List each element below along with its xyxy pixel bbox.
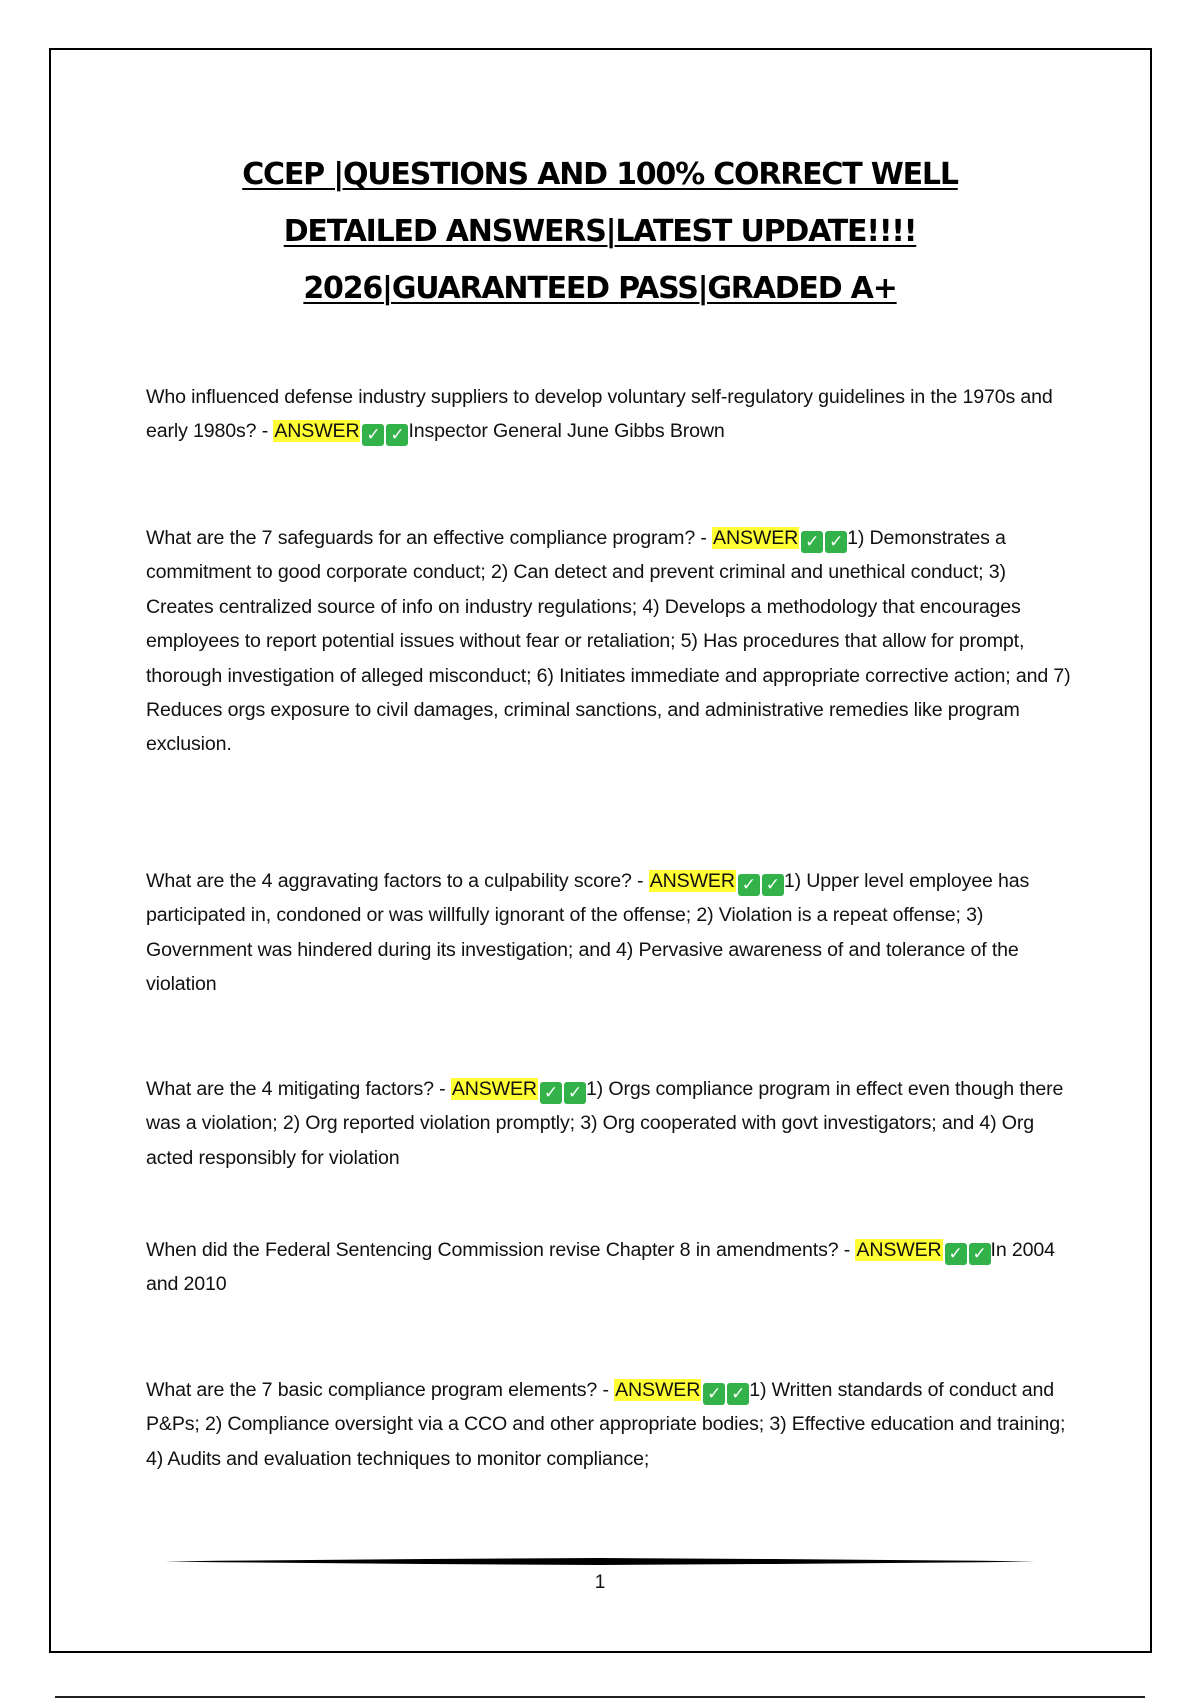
answer-label: ANSWER: [451, 1078, 537, 1100]
answer-label: ANSWER: [713, 527, 799, 549]
check-icon: ✓: [825, 531, 847, 553]
check-icon: ✓: [540, 1082, 562, 1104]
check-icon: ✓: [386, 424, 408, 446]
check-icon: ✓: [727, 1383, 749, 1405]
question-text: What are the 4 mitigating factors? -: [146, 1078, 451, 1100]
question-text: What are the 7 safeguards for an effective compliance program? -: [146, 527, 713, 549]
document-title: [120, 146, 1080, 317]
question-text: Who influenced defense industry suppliers to develop voluntary self-regulatory guidelines in the 1970s and early 1980s? -: [146, 386, 1053, 443]
answer-text: 1) Upper level employee has participated in, condoned or was willfully ignorant of the offense; 2) Violation is a repeat offense; 3) Government was hindered during its investigation; and 4) Pervasive awareness of and tolerance of the violation: [146, 870, 1030, 996]
qa-item-2: [146, 521, 1071, 762]
title-line-2: DETAILED ANSWERS|LATEST UPDATE!!!!: [283, 214, 917, 249]
check-icon: ✓: [738, 874, 760, 896]
answer-label: ANSWER: [615, 1379, 701, 1401]
answer-text: 1) Orgs compliance program in effect even though there was a violation; 2) Org reported violation promptly; 3) Org cooperated with govt investigators; and 4) Org acted responsibly for violation: [146, 1078, 1064, 1169]
answer-text: 1) Demonstrates a commitment to good corporate conduct; 2) Can detect and prevent criminal and unethical conduct; 3) Creates centralized source of info on industry regulations; 4) Develops a methodology that encourages employees to report potential issues without fear or retaliation; 5) Has procedures that allow for prompt, thorough investigation of alleged misconduct; 6) Initiates immediate and appropriate corrective action; and 7) Reduces orgs exposure to civil damages, criminal sanctions, and administrative remedies like program exclusion.: [146, 527, 1071, 756]
qa-item-1: [146, 380, 1071, 449]
qa-item-6: [146, 1373, 1071, 1476]
qa-item-4: [146, 1072, 1071, 1175]
answer-label: ANSWER: [274, 420, 360, 443]
check-icon: ✓: [945, 1243, 967, 1265]
question-text: What are the 7 basic compliance program elements? -: [146, 1379, 615, 1401]
question-text: What are the 4 aggravating factors to a culpability score? -: [146, 870, 649, 892]
check-icon: ✓: [801, 531, 823, 553]
answer-label: ANSWER: [856, 1239, 942, 1261]
qa-item-5: [146, 1233, 1071, 1302]
check-icon: ✓: [762, 874, 784, 896]
page-number: 1: [594, 1572, 606, 1593]
answer-label: ANSWER: [649, 870, 735, 892]
check-icon: ✓: [564, 1082, 586, 1104]
check-icon: ✓: [969, 1243, 991, 1265]
answer-text: Inspector General June Gibbs Brown: [408, 420, 725, 443]
qa-item-3: [146, 864, 1071, 1002]
answer-text: In 2004 and 2010: [146, 1239, 1055, 1296]
check-icon: ✓: [703, 1383, 725, 1405]
answer-text: 1) Written standards of conduct and P&Ps; 2) Compliance oversight via a CCO and other appropriate bodies; 3) Effective education and training; 4) Audits and evaluation techniques to monitor compliance;: [146, 1379, 1066, 1470]
check-icon: ✓: [362, 424, 384, 446]
title-line-1: CCEP |QUESTIONS AND 100% CORRECT WELL: [242, 157, 958, 192]
title-line-3: 2026|GUARANTEED PASS|GRADED A+: [303, 271, 897, 306]
question-text: When did the Federal Sentencing Commission revise Chapter 8 in amendments? -: [146, 1239, 856, 1261]
next-page-edge: [55, 1696, 1145, 1698]
